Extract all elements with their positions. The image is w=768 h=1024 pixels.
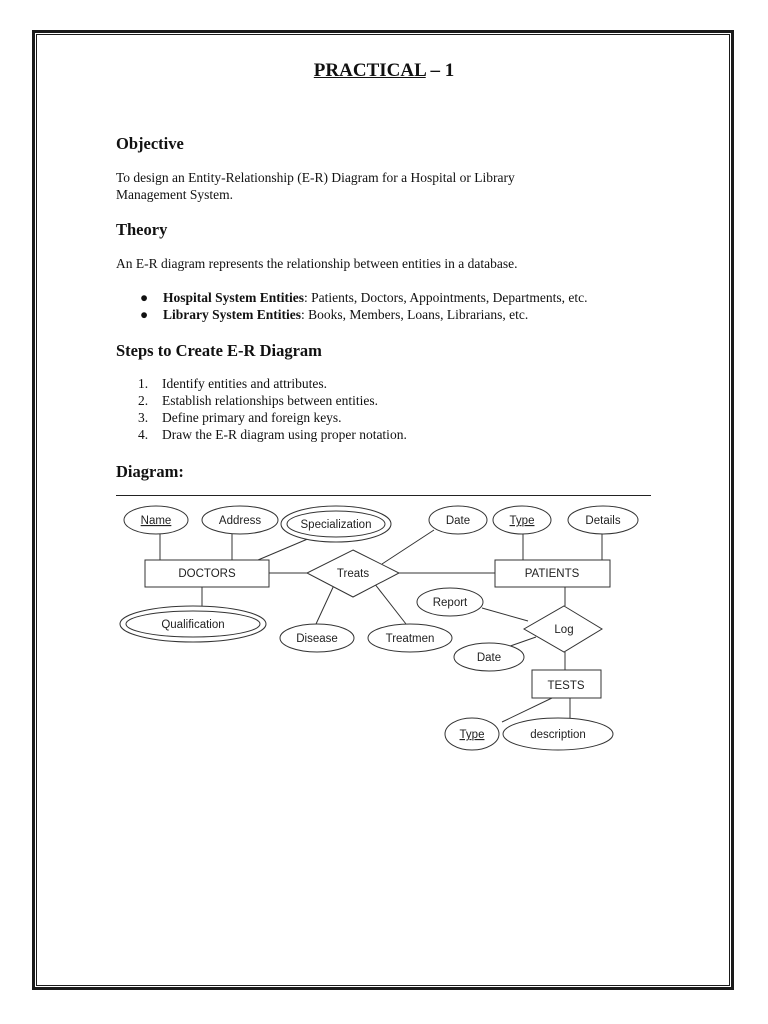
bullet-term: Hospital System Entities [163, 290, 305, 305]
diagram-heading: Diagram: [116, 462, 184, 481]
er-diagram [116, 500, 656, 760]
bullet-text: : Books, Members, Loans, Librarians, etc. [301, 307, 529, 322]
connector-line [482, 608, 528, 621]
objective-line-2: Management System. [116, 187, 233, 202]
attr-type-label: Type [509, 515, 535, 527]
list-item [138, 289, 587, 306]
list-item [138, 375, 407, 392]
connector-line [374, 583, 406, 624]
objective-heading: Objective [116, 134, 184, 153]
connector-line [258, 538, 310, 560]
attr-report-label: Report [432, 597, 468, 609]
step-text: Establish relationships between entities. [162, 393, 378, 408]
objective-text [116, 169, 616, 203]
attr-treatment-label: Treatmen [385, 633, 435, 645]
bullet-term: Library System Entities [163, 307, 301, 322]
entity-doctors-label: DOCTORS [178, 568, 236, 580]
attr-address-label: Address [218, 515, 262, 527]
attr-log-date-label: Date [476, 652, 502, 664]
page-title [116, 60, 652, 82]
step-number: 1. [138, 376, 149, 391]
step-text: Define primary and foreign keys. [162, 410, 342, 425]
relationship-log-label: Log [554, 624, 574, 636]
list-item [138, 306, 587, 323]
steps-heading: Steps to Create E-R Diagram [116, 341, 322, 360]
attr-details-label: Details [585, 515, 621, 527]
bullet-icon: ● [140, 307, 149, 322]
entity-patients-label: PATIENTS [524, 568, 580, 580]
title-main: PRACTICAL [313, 60, 426, 81]
objective-line-1: To design an Entity-Relationship (E-R) Diagram for a Hospital or Library [116, 170, 515, 185]
attr-test-type-label: Type [459, 729, 485, 741]
attr-date-label: Date [445, 515, 471, 527]
theory-heading: Theory [116, 220, 168, 239]
list-item [138, 409, 407, 426]
attr-qualification-label: Qualification [161, 619, 225, 631]
attr-disease-label: Disease [296, 633, 338, 645]
steps-list [138, 375, 407, 443]
step-text: Draw the E-R diagram using proper notation. [162, 427, 407, 442]
theory-bullet-list [138, 289, 587, 323]
list-item [138, 392, 407, 409]
step-number: 2. [138, 393, 149, 408]
connector-line [382, 530, 434, 564]
attr-description-label: description [530, 729, 586, 741]
step-number: 3. [138, 410, 149, 425]
connector-line [316, 583, 335, 624]
list-item [138, 426, 407, 443]
title-suffix: – 1 [425, 60, 455, 81]
relationship-treats-label: Treats [336, 568, 370, 580]
step-text: Identify entities and attributes. [162, 376, 327, 391]
step-number: 4. [138, 427, 149, 442]
theory-intro: An E-R diagram represents the relationship between entities in a database. [116, 256, 518, 271]
attr-name-label: Name [140, 515, 172, 527]
section-divider [116, 495, 651, 496]
bullet-text: : Patients, Doctors, Appointments, Departments, etc. [304, 290, 588, 305]
entity-tests-label: TESTS [547, 680, 585, 692]
bullet-icon: ● [140, 290, 149, 305]
attr-specialization-label: Specialization [300, 519, 372, 531]
